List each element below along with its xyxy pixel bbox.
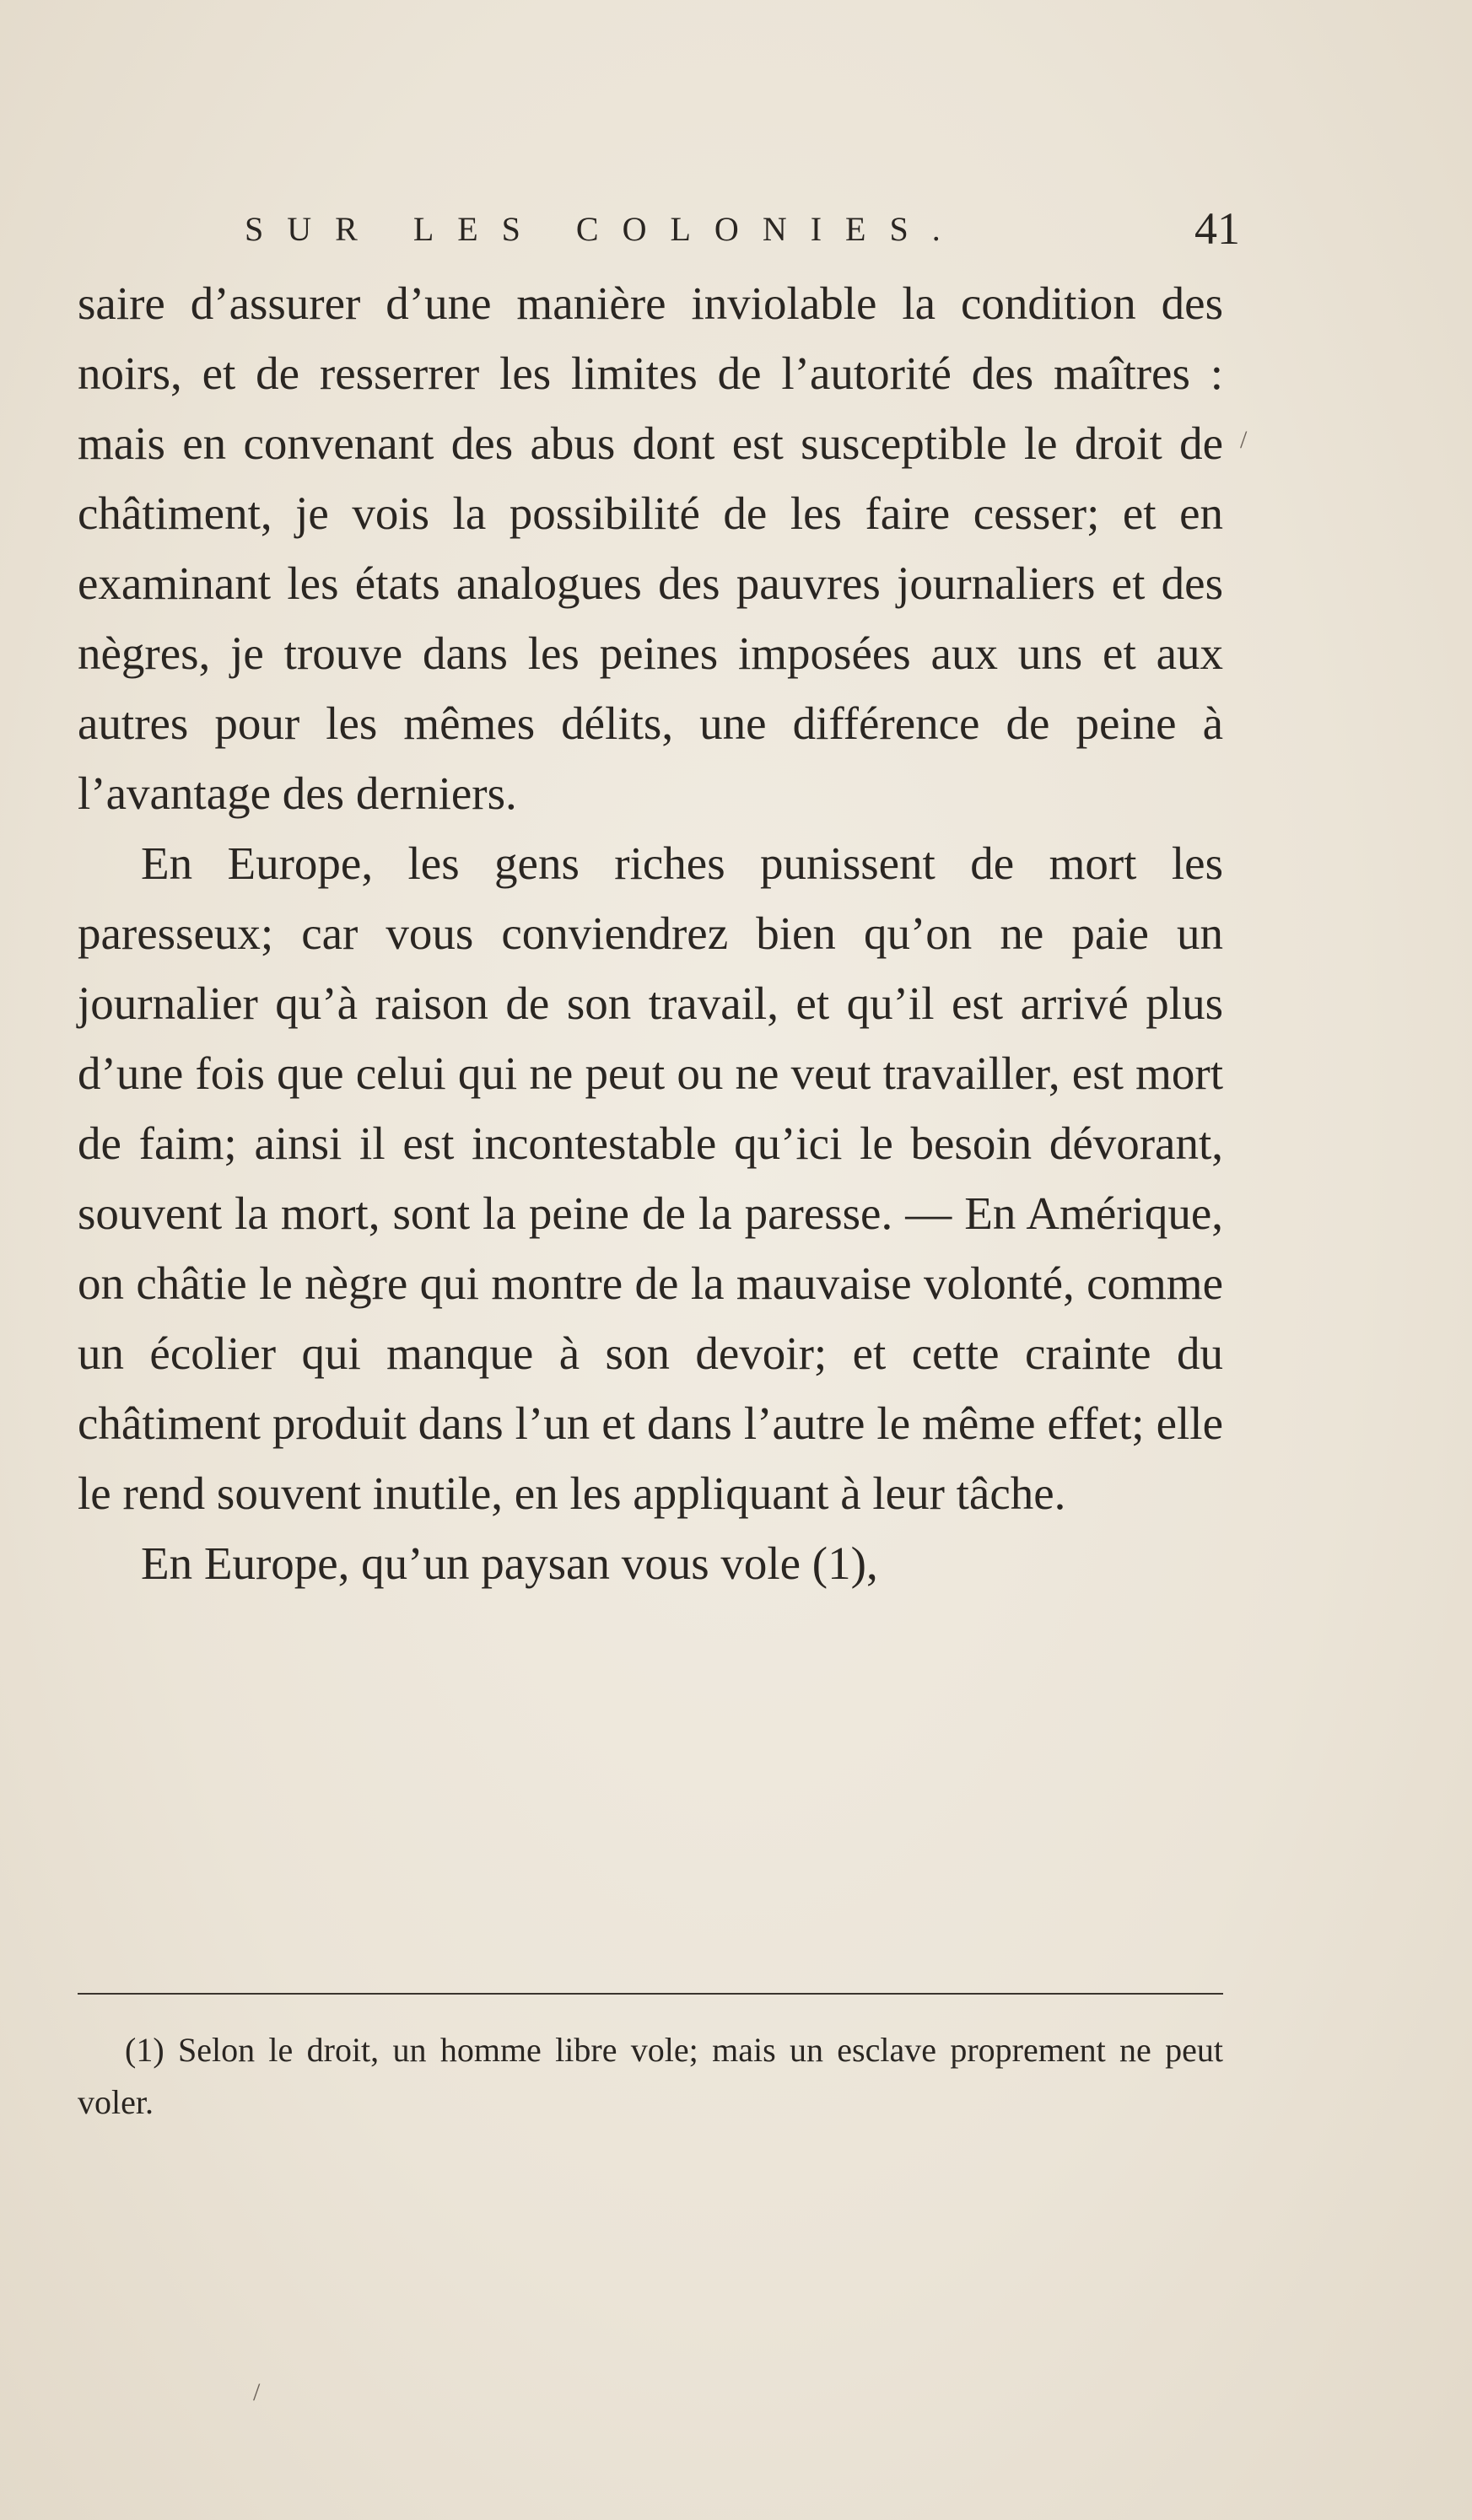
footnote-text: (1) Selon le droit, un homme libre vole; mais un esclave proprement ne peut voler. <box>78 2031 1223 2121</box>
margin-tick-mark: / <box>1240 426 1248 454</box>
paragraph: En Europe, qu’un paysan vous vole (1), <box>141 1537 878 1589</box>
running-head <box>245 202 1240 261</box>
footnote-rule <box>78 1993 1223 1995</box>
body-text <box>78 268 1223 1598</box>
margin-tick-mark: / <box>253 2378 261 2406</box>
paragraph-continued: saire d’assurer d’une manière inviolable la condition des noirs, et de resserrer les limites de l’autorité des maîtres : mais en convenant des abus dont est susceptible le droit de châtiment, je vois la possibilité de les faire cesser; et en examinant les états analogues des pauvres journaliers et des nègres, je trouve dans les peines imposées aux uns et aux autres pour les mêmes délits, une différence de peine à l’avantage des derniers. <box>78 277 1223 819</box>
paragraph: En Europe, les gens riches punissent de mort les paresseux; car vous conviendrez bien qu’on ne paie un journalier qu’à raison de son travail, et qu’il est arrivé plus d’une fois que celui qui ne peut ou ne veut travailler, est mort de faim; ainsi il est incontestable qu’ici le besoin dévorant, souvent la mort, sont la peine de la paresse. — En Amérique, on châtie le nègre qui montre de la mauvaise volonté, comme un écolier qui manque à son devoir; et cette crainte du châtiment produit dans l’un et dans l’autre le même effet; elle le rend souvent inutile, en les appliquant à leur tâche. <box>78 837 1223 1519</box>
running-title: SUR LES COLONIES. <box>245 210 964 248</box>
page-number: 41 <box>1194 203 1240 254</box>
footnote <box>78 2024 1223 2129</box>
